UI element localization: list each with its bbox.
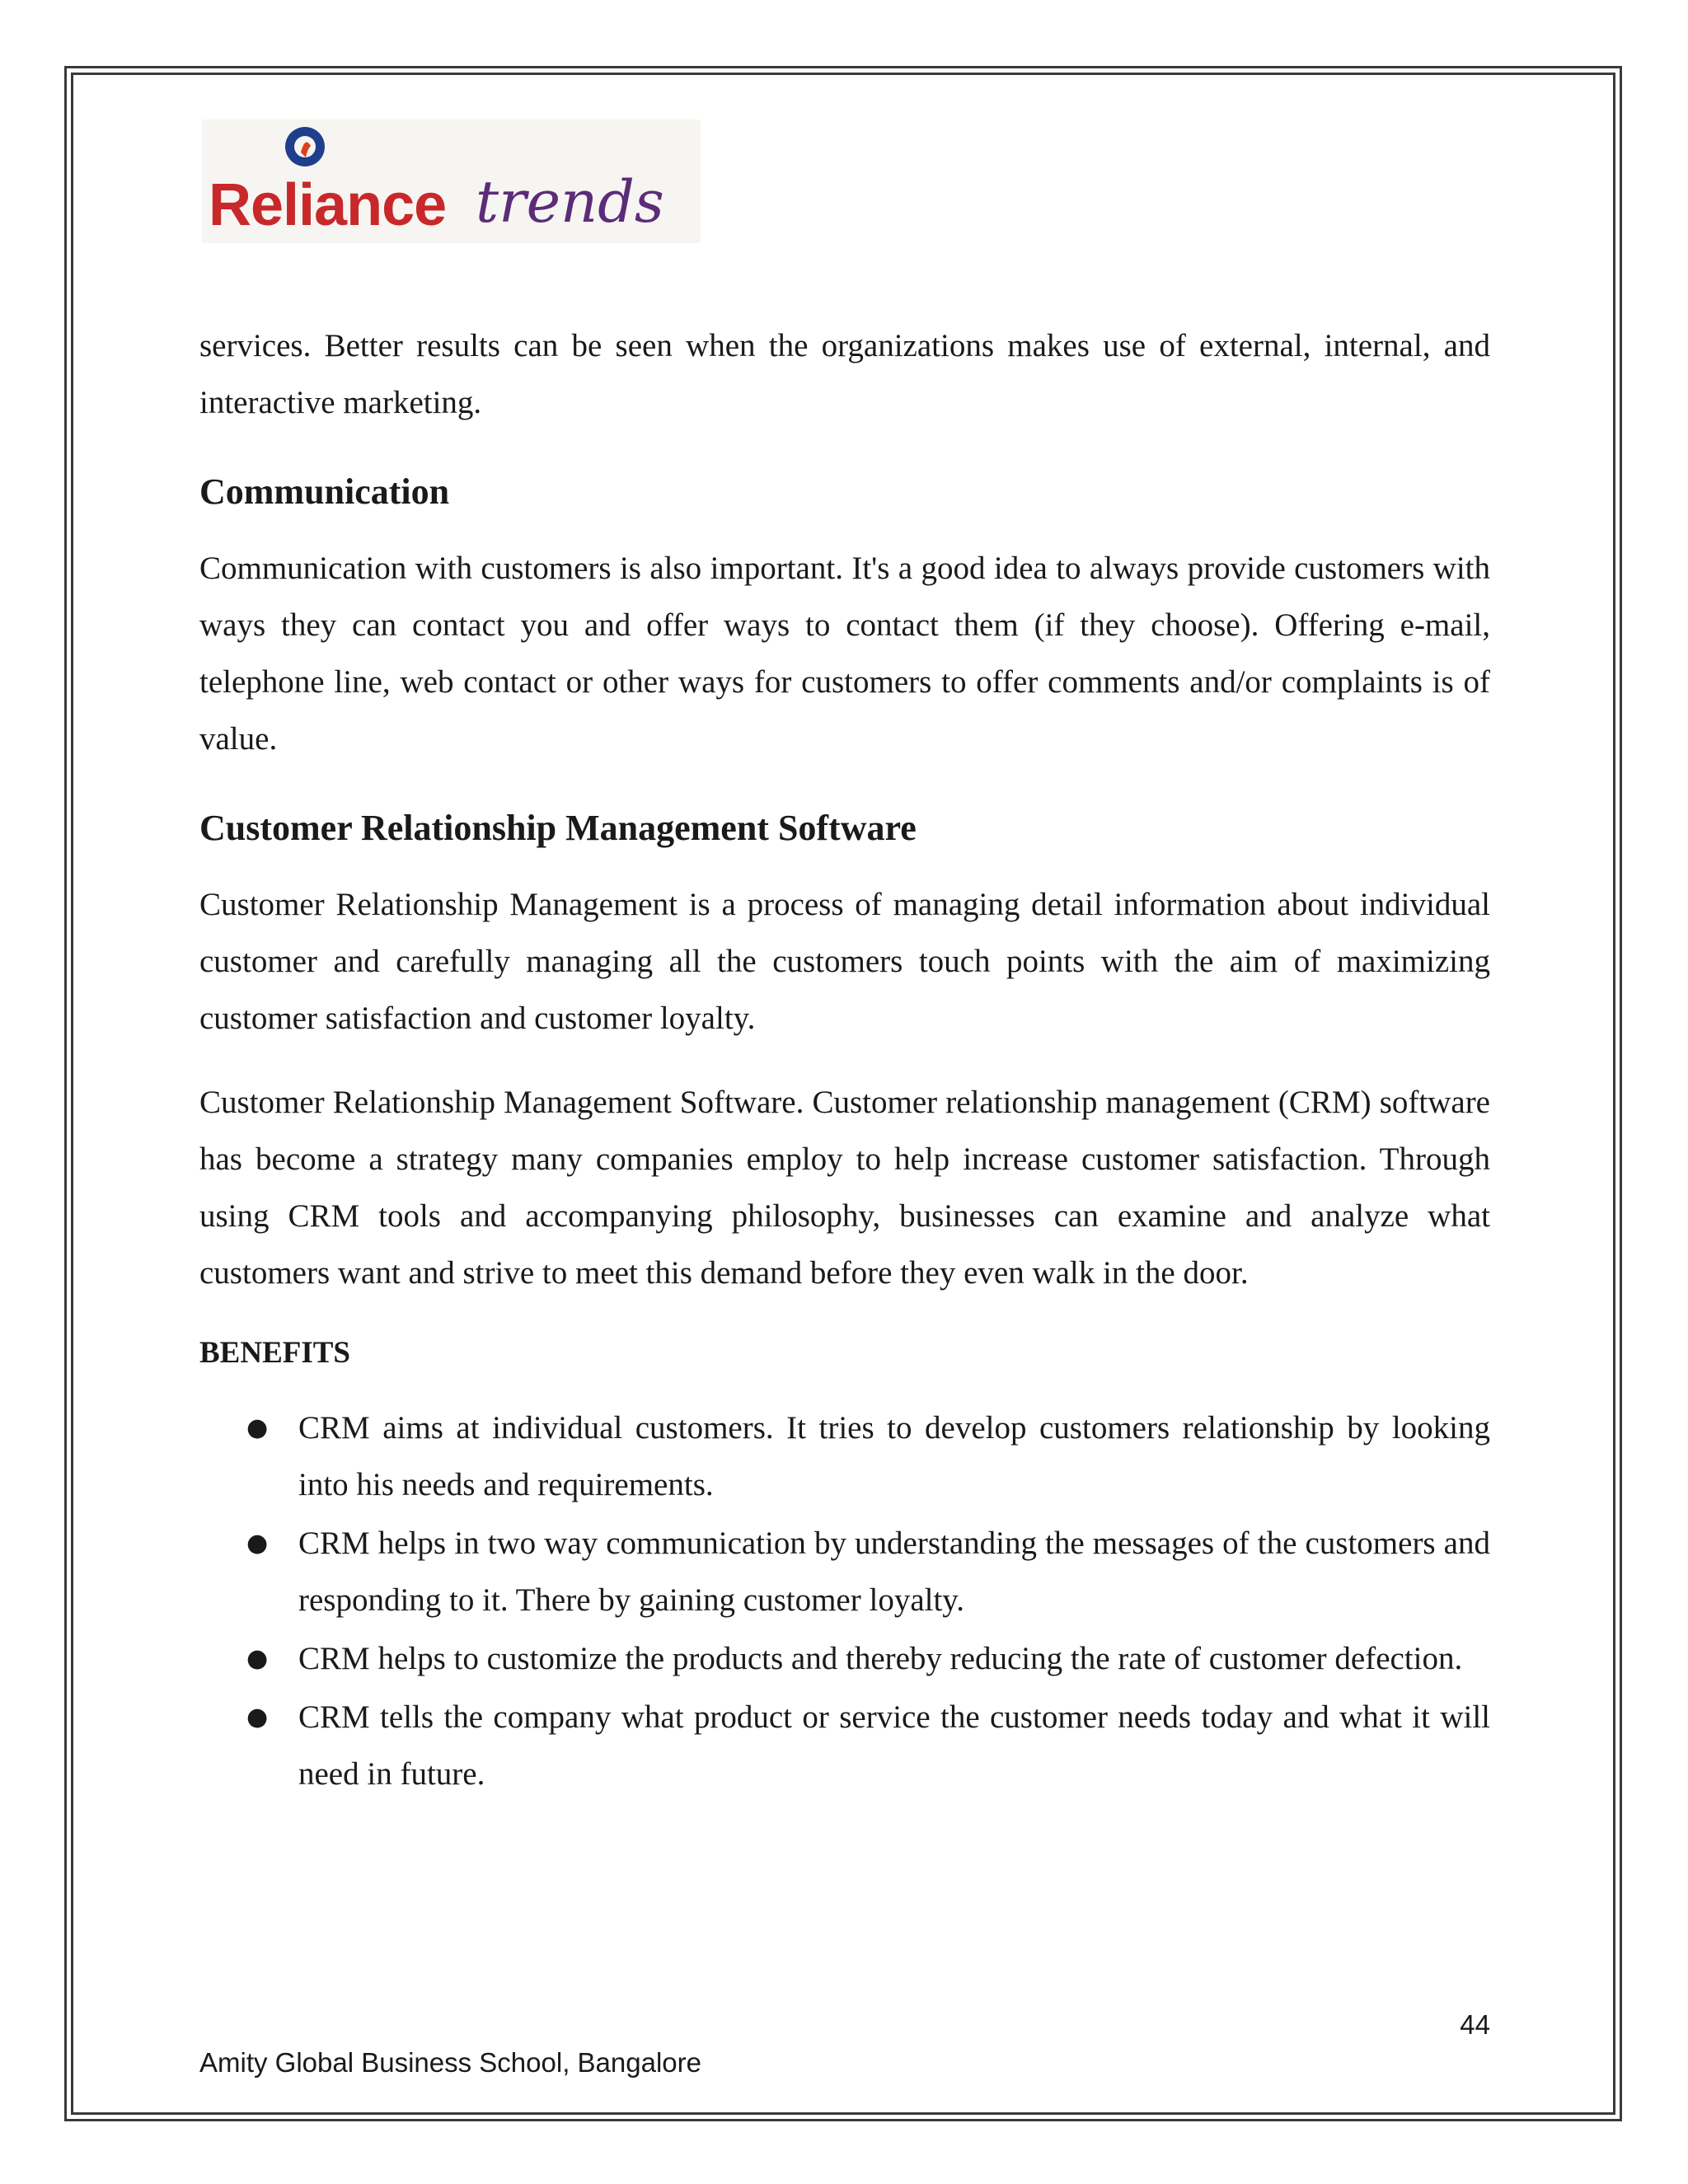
- bullet-icon: ●: [246, 1703, 269, 1732]
- logo-primary-text: Reliance: [209, 172, 447, 238]
- bullet-icon: ●: [246, 1644, 269, 1673]
- benefits-heading: BENEFITS: [199, 1336, 351, 1370]
- document-body: [199, 317, 1490, 1804]
- list-item-text: CRM aims at individual customers. It tries to develop customers relationship by looking into his needs and requirements.: [298, 1410, 1490, 1502]
- page-number: 44: [1460, 2009, 1490, 2040]
- reliance-trends-logo: [202, 120, 701, 243]
- crm-paragraph-2: Customer Relationship Management Software. Customer relationship management (CRM) software has become a strategy many companies employ to help increase customer satisfaction. Through using CRM tools and accompanying philosophy, businesses can examine and analyze what customers want and strive to meet this demand before they even walk in the door.: [199, 1085, 1490, 1291]
- list-item: [199, 1630, 1490, 1687]
- crm-heading: Customer Relationship Management Software: [199, 808, 917, 848]
- footer-institution: Amity Global Business School, Bangalore: [199, 2047, 701, 2078]
- list-item: [199, 1399, 1490, 1513]
- bullet-icon: ●: [246, 1529, 269, 1558]
- list-item: [199, 1689, 1490, 1802]
- logo-secondary-text: trends: [476, 168, 664, 236]
- communication-heading: Communication: [199, 471, 450, 512]
- list-item-text: CRM tells the company what product or service the customer needs today and what it will need in future.: [298, 1699, 1490, 1792]
- list-item-text: CRM helps to customize the products and thereby reducing the rate of customer defection.: [298, 1641, 1463, 1676]
- intro-paragraph: services. Better results can be seen when the organizations makes use of external, internal, and interactive marketing.: [199, 328, 1490, 420]
- reliance-emblem-icon: [285, 127, 325, 166]
- list-item-text: CRM helps in two way communication by understanding the messages of the customers and responding to it. There by gaining customer loyalty.: [298, 1526, 1490, 1618]
- communication-paragraph: Communication with customers is also important. It's a good idea to always provide customers with ways they can contact you and offer ways to contact them (if they choose). Offering e-mail, telephone line, web contact or other ways for customers to offer comments and/or complaints is of value.: [199, 551, 1490, 757]
- benefits-list: [199, 1399, 1490, 1802]
- bullet-icon: ●: [246, 1413, 269, 1442]
- list-item: [199, 1515, 1490, 1629]
- crm-paragraph-1: Customer Relationship Management is a process of managing detail information about individual customer and carefully managing all the customers touch points with the aim of maximizing customer satisfaction and customer loyalty.: [199, 887, 1490, 1036]
